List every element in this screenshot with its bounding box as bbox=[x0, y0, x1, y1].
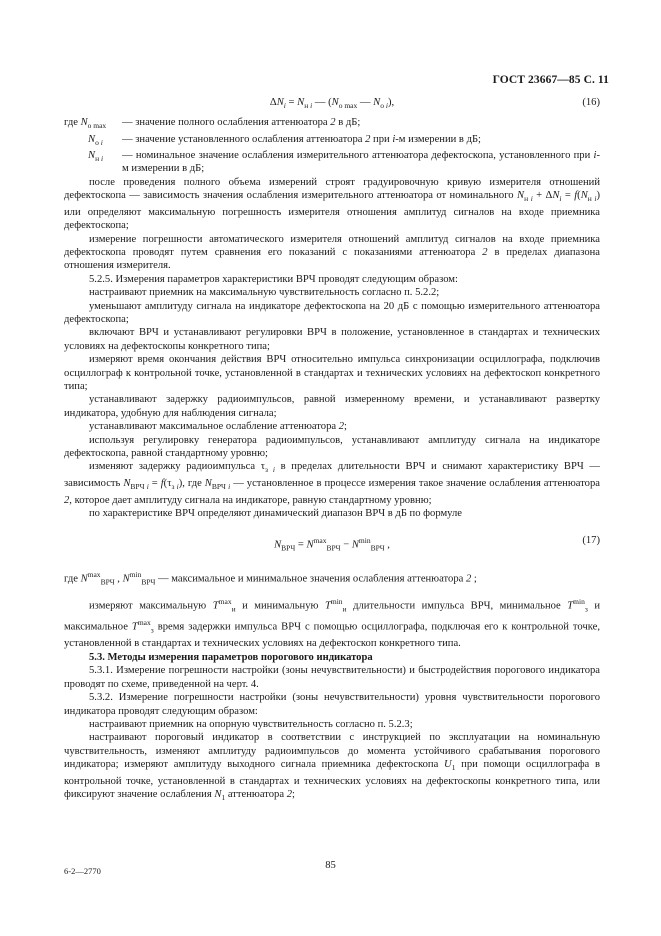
equation-17 bbox=[64, 530, 600, 554]
paragraph: 5.3.1. Измерение погрешности настройки (зоны нечувствительности) и быстродействия порогового индикатора проводят по схеме, приведенной на черт. 4. bbox=[64, 665, 600, 690]
equation-16-formula: $\Delta N_i = N_{н i}$ — ($N_{o max}$ — $N_{o i}$), bbox=[269, 97, 395, 111]
definition-row: $N_{н i}$ — номинальное значение ослабления измерительного аттенюатора дефектоскопа, установленного при i-м измерении в дБ; bbox=[88, 150, 600, 175]
paragraph: где $N^{max}_{ВРЧ}$ , $N^{min}_{ВРЧ}$ — максимальное и минимальное значения ослабления аттенюатора 2 ; bbox=[64, 570, 477, 587]
paragraph: настраивают приемник на максимальную чувствительность согласно п. 5.2.2; bbox=[89, 287, 440, 299]
paragraph: настраивают приемник на опорную чувствительность согласно п. 5.2.3; bbox=[89, 718, 413, 730]
paragraph: изменяют задержку радиоимпульса $\tau_{з i}$ в пределах длительности ВРЧ и снимают характеристику ВРЧ — зависимость $N_{ВРЧ i} = f(\tau_{з i})$, где $N_{ВРЧ i}$ — установленное в процессе измерения такое значение ослабления аттенюатора 2, которое дает амплитуду сигнала на индикаторе, равную стандартному уровню; bbox=[64, 461, 600, 506]
equation-16-number: (16) bbox=[582, 97, 600, 108]
paragraph: устанавливают максимальное ослабление аттенюатора 2; bbox=[89, 421, 347, 433]
paragraph: 5.3.2. Измерение погрешности настройки (зоны нечувствительности) уровня чувствительности порогового индикатора проводят следующим образом: bbox=[64, 692, 600, 717]
paragraph: включают ВРЧ и устанавливают регулировки ВРЧ в положение, установленное в стандартах и технических условиях на дефектоскопы конкретного типа; bbox=[64, 327, 600, 352]
equation-17-formula: $N_{ВРЧ} = N^{max}_{ВРЧ} - N^{min}_{ВРЧ}$ , bbox=[274, 536, 390, 553]
paragraph: измерение погрешности автоматического измерителя отношений амплитуд сигналов на входе приемника дефектоскопа проводят путем сравнения его показаний с показаниями аттенюатора 2 в пределах диапазона отношения измерителя. bbox=[64, 233, 601, 272]
paragraph: измеряют время окончания действия ВРЧ относительно импульса синхронизации осциллографа, подключив осциллограф к контрольной точке, установленной в стандартах и технических условиях на дефектоскоп конкретного типа; bbox=[64, 354, 600, 393]
equation-16 bbox=[64, 92, 600, 116]
paragraph: устанавливают задержку радиоимпульсов, равной измеренному времени, и устанавливают развертку индикатора, удобную для наблюдения сигнала; bbox=[64, 394, 600, 419]
definitions-16 bbox=[64, 116, 600, 176]
paragraph: настраивают пороговый индикатор в соответствии с инструкцией по эксплуатации на номинальную чувствительность, изменяют амплитуду радиоимпульсов до момента устойчивого срабатывания порогового индикатора; измеряют амплитуду выходного сигнала приемника дефектоскопа $U_1$ при помощи осциллографа в контрольной точке, установленной в стандартах и технических условиях на дефектоскопы конкретного типа, или фиксируют значение ослабления $N_1$ аттенюатора 2; bbox=[64, 732, 600, 803]
page-header: ГОСТ 23667—85 С. 11 bbox=[492, 74, 609, 86]
print-code: 6-2—2770 bbox=[64, 866, 101, 876]
paragraph: измеряют максимальную $T^{max}_и$ и минимальную $T^{min}_и$ длительности импульса ВРЧ, минимальное $T^{min}_з$ и максимальное $T^{max}_з$ время задержки импульса ВРЧ с помощью осциллографа, подключая его к контрольной точке, установленной в стандартах и технических условиях на дефектоскоп конкретного типа. bbox=[64, 597, 601, 650]
definition-row: где $N_{o max}$ — значение полного ослабления аттенюатора 2 в дБ; bbox=[64, 117, 361, 131]
paragraph: 5.2.5. Измерения параметров характеристики ВРЧ проводят следующим образом: bbox=[89, 273, 458, 285]
page-number: 85 bbox=[325, 860, 336, 871]
paragraph: после проведения полного объема измерений строят градуировочную кривую измерителя отношений дефектоскопа — зависимость значения ослабления измерительного аттенюатора от номинального $N_{н i} + \Delta N_i = f(N_{н i})$ или определяют максимальную погрешность измерителя отношения амплитуд сигналов на входе приемника дефектоскопа; bbox=[64, 176, 601, 232]
paragraph: по характеристике ВРЧ определяют динамический диапазон ВРЧ в дБ по формуле bbox=[89, 507, 462, 519]
page-content bbox=[64, 92, 600, 805]
paragraph: используя регулировку генератора радиоимпульсов, устанавливают амплитуду сигнала на индикаторе дефектоскопа, равной стандартному уровню; bbox=[64, 434, 600, 460]
paragraph: уменьшают амплитуду сигнала на индикаторе дефектоскопа на 20 дБ с помощью измерительного аттенюатора дефектоскопа; bbox=[64, 300, 600, 326]
definition-row: $N_{o i}$ — значение установленного ослабления аттенюатора 2 при i-м измерении в дБ; bbox=[88, 133, 481, 147]
section-heading: 5.3. Методы измерения параметров порогового индикатора bbox=[89, 651, 373, 663]
equation-17-number: (17) bbox=[582, 535, 600, 547]
